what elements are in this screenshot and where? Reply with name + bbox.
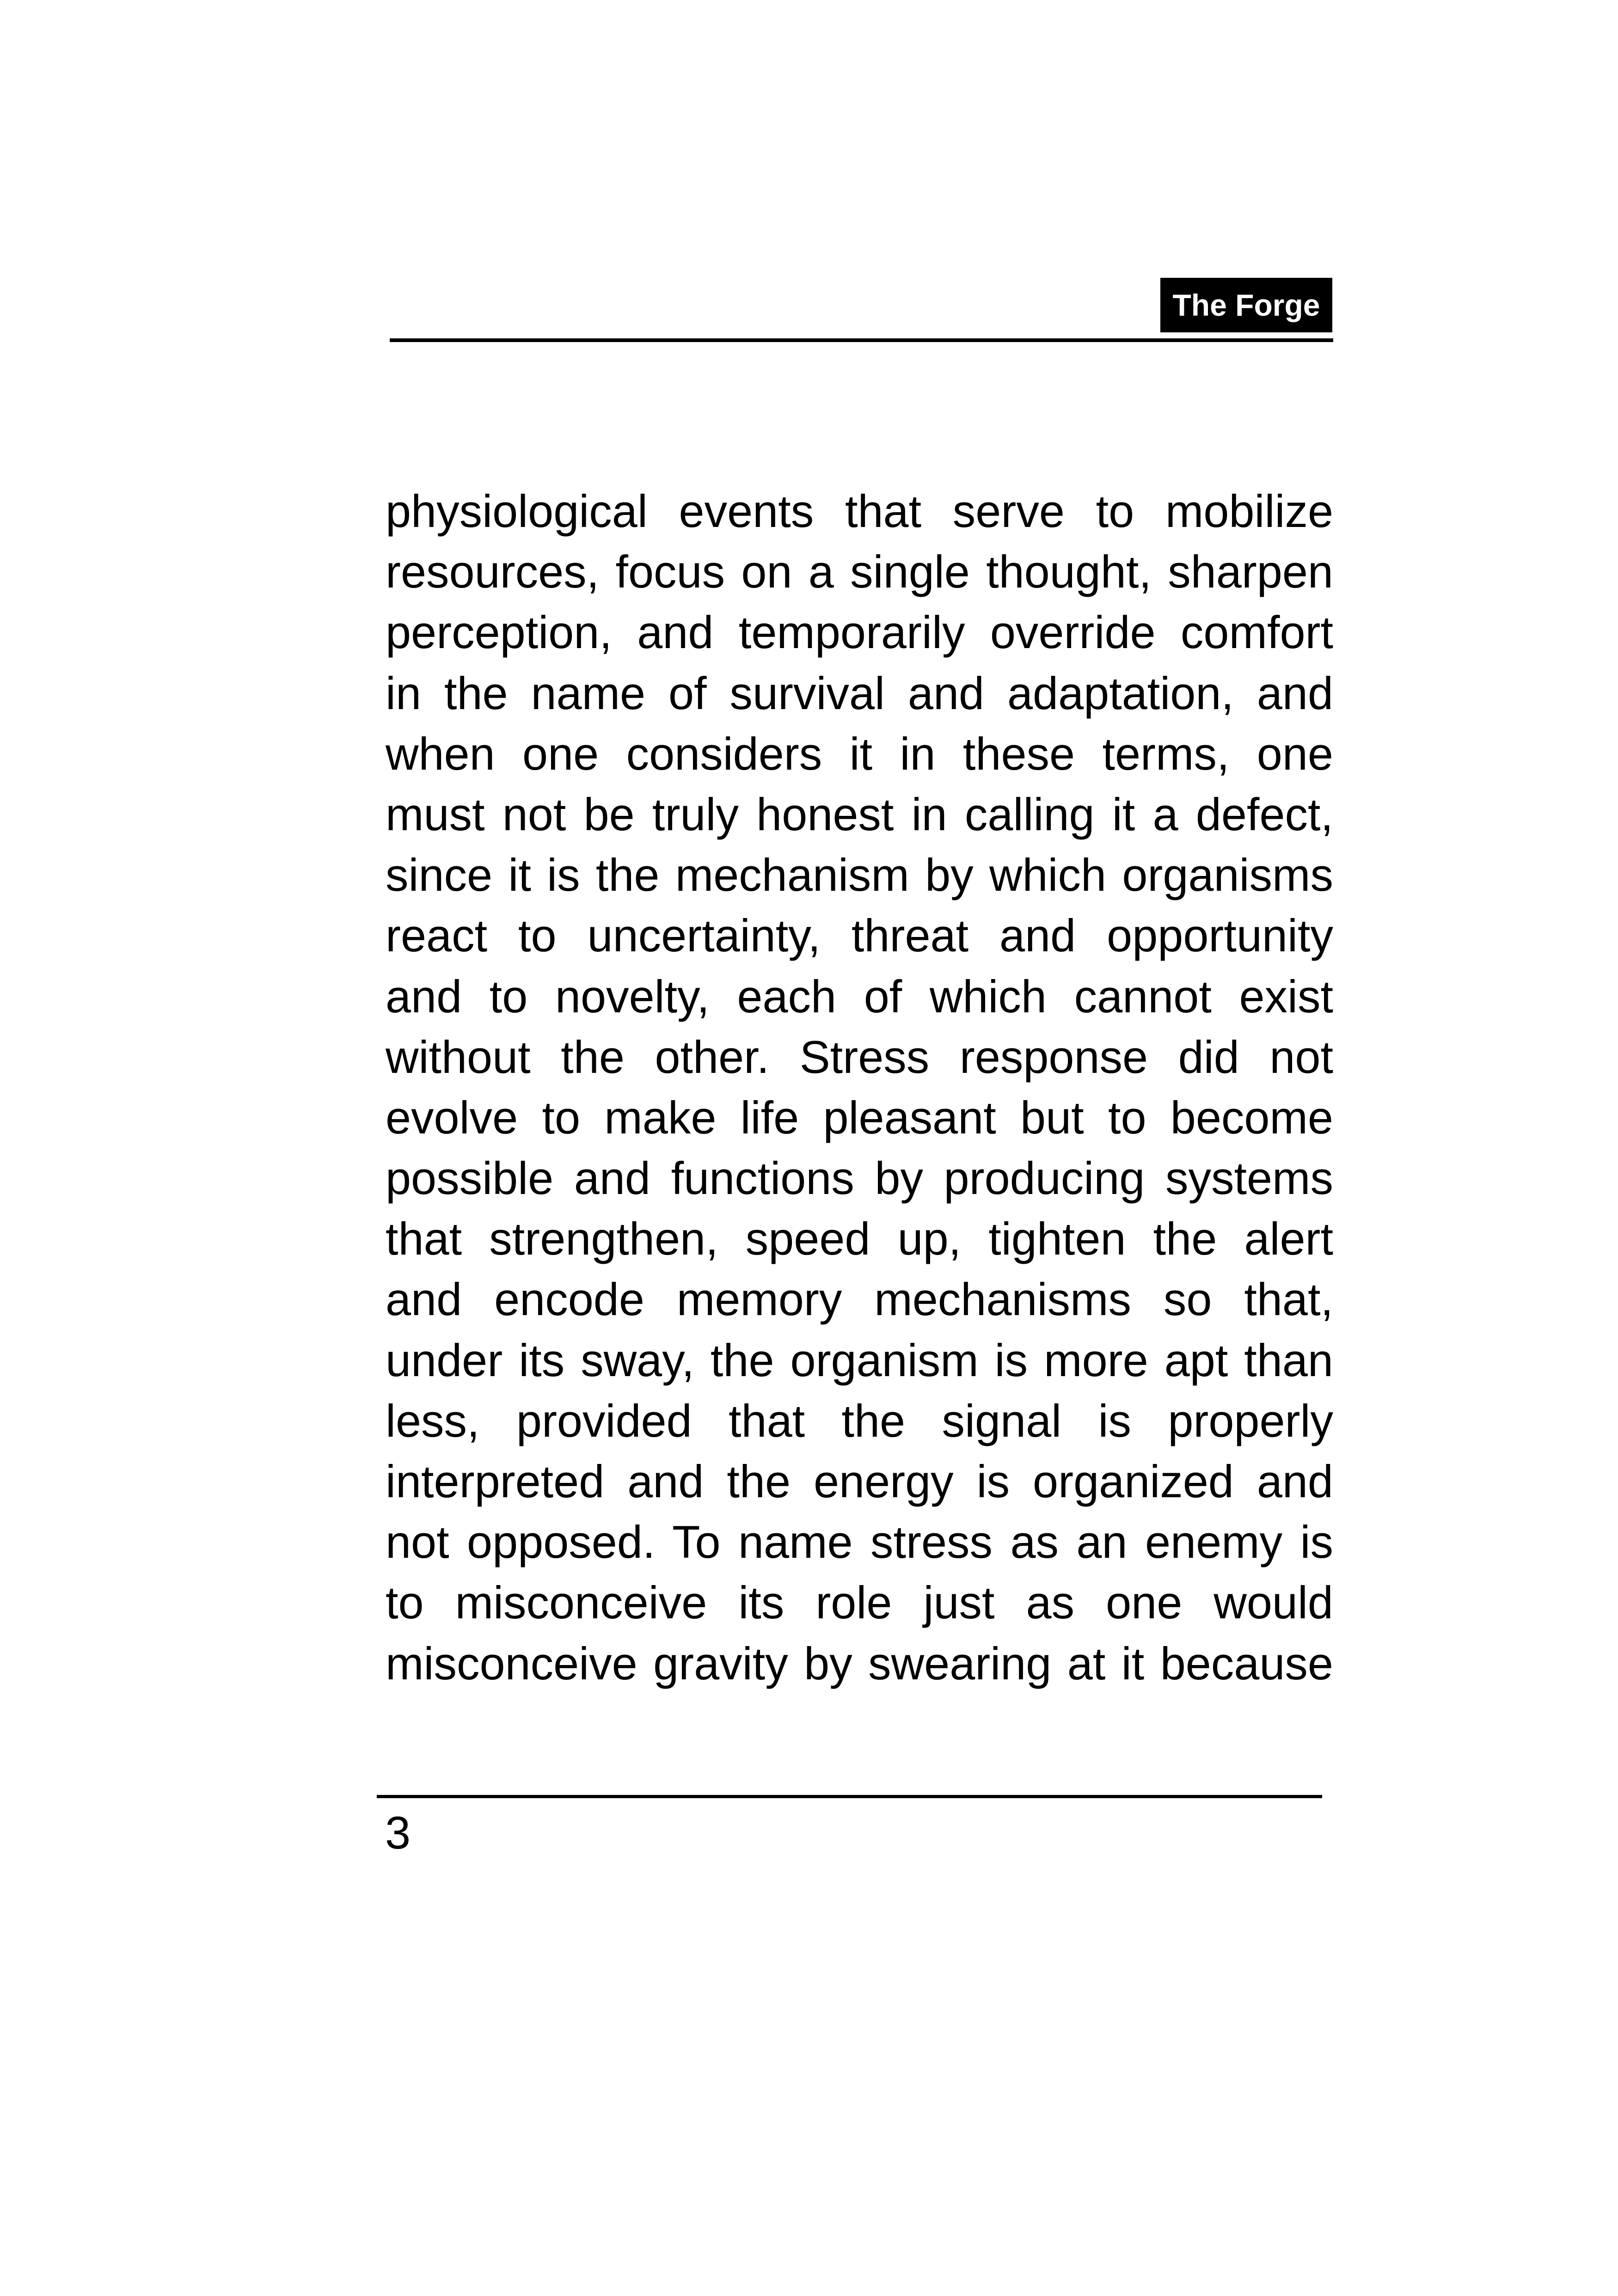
header-rule <box>390 338 1333 342</box>
body-line: react to uncertainty, threat and opportunity <box>386 910 1333 961</box>
footer-rule <box>377 1795 1322 1798</box>
body-line: under its sway, the organism is more apt than <box>386 1334 1333 1386</box>
body-paragraph <box>386 481 1333 1694</box>
body-line: when one considers it in these terms, one <box>386 728 1333 779</box>
body-line: physiological events that serve to mobilize <box>386 485 1333 537</box>
body-line: that strengthen, speed up, tighten the alert <box>386 1213 1333 1265</box>
body-line: and to novelty, each of which cannot exist <box>386 970 1333 1022</box>
running-head-title: The Forge <box>1160 278 1332 332</box>
body-line: in the name of survival and adaptation, and <box>386 667 1333 719</box>
page-number: 3 <box>385 1807 411 1858</box>
body-line: since it is the mechanism by which organisms <box>386 849 1333 901</box>
body-line: possible and functions by producing systems <box>386 1152 1333 1204</box>
body-line: not opposed. To name stress as an enemy is <box>386 1516 1333 1568</box>
body-line: without the other. Stress response did not <box>386 1031 1333 1083</box>
body-line: must not be truly honest in calling it a defect, <box>386 788 1333 840</box>
body-line: to misconceive its role just as one would <box>386 1577 1333 1629</box>
body-line: perception, and temporarily override comfort <box>386 606 1333 658</box>
body-line: evolve to make life pleasant but to become <box>386 1091 1333 1143</box>
body-line: misconceive gravity by swearing at it because <box>386 1637 1333 1689</box>
body-line: resources, focus on a single thought, sharpen <box>386 546 1333 598</box>
body-line: interpreted and the energy is organized and <box>386 1456 1333 1507</box>
body-line: less, provided that the signal is properly <box>386 1395 1333 1446</box>
body-line: and encode memory mechanisms so that, <box>386 1274 1333 1325</box>
